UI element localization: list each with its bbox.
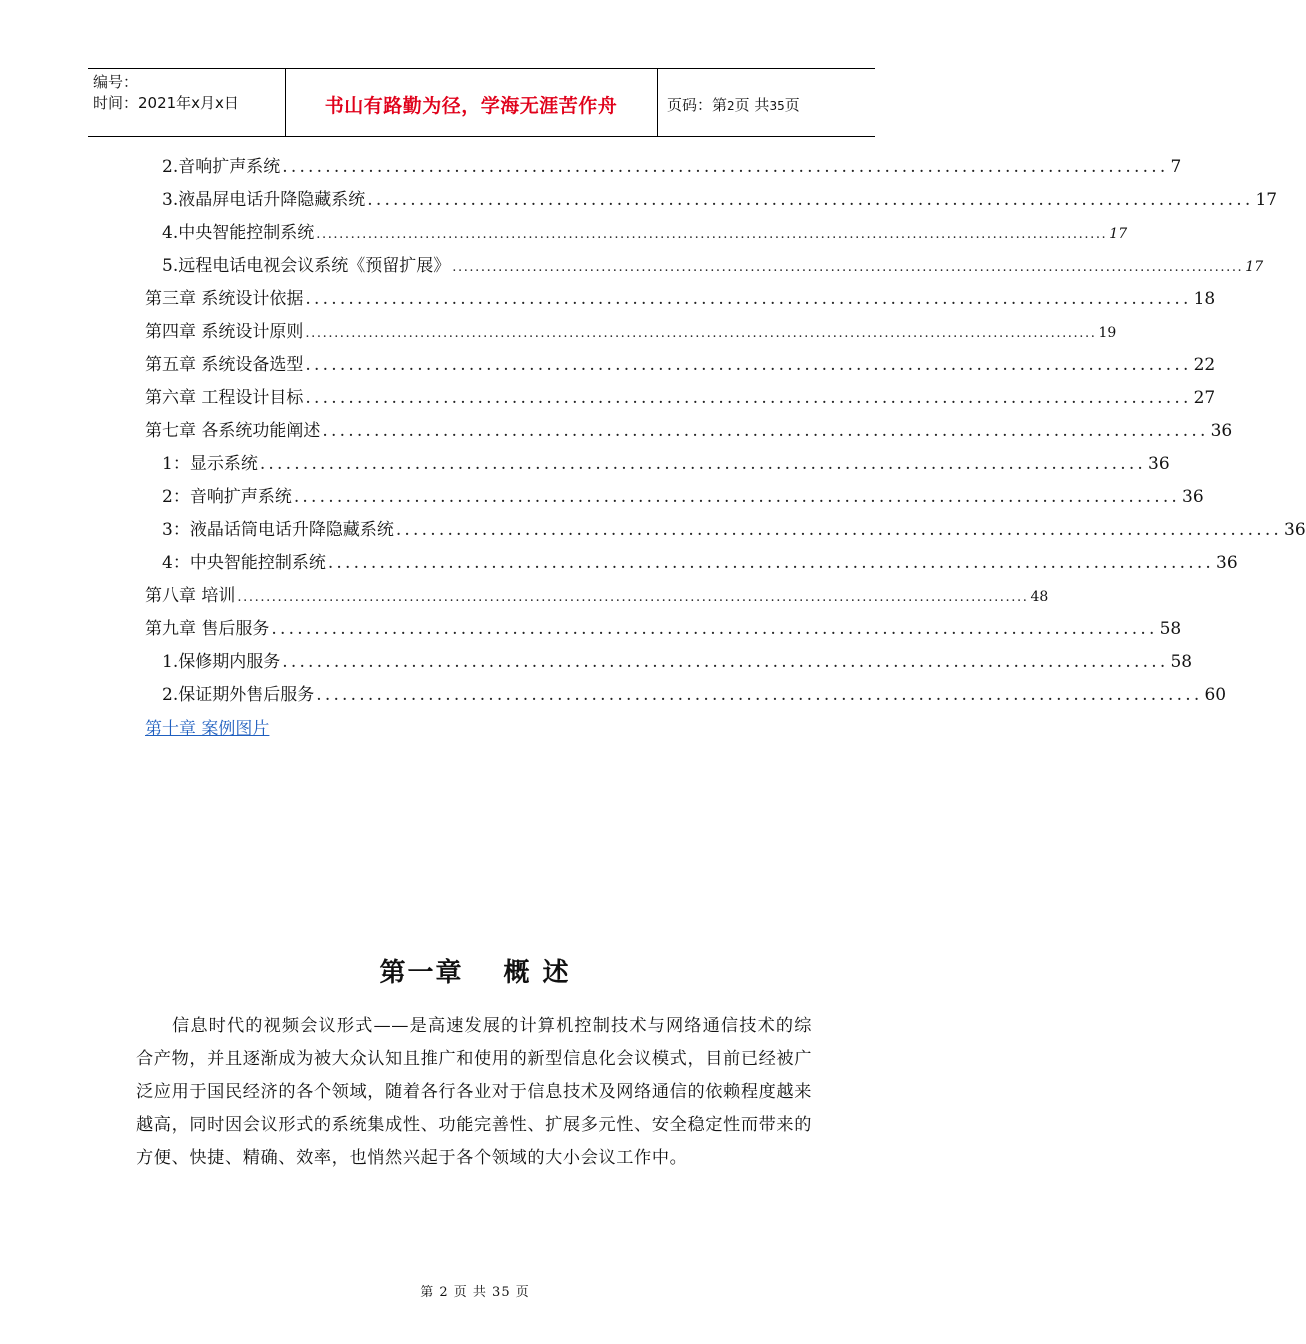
toc-leader-dots: .......................................................................................................: [367, 190, 1254, 210]
toc-entry[interactable]: [145, 614, 1182, 644]
toc-entry-page: 18: [1193, 289, 1216, 309]
page-total: 35: [769, 99, 785, 113]
toc-leader-dots: ..........................................................................................................................................: [316, 227, 1108, 242]
toc-leader-dots: .......................................................................................................: [282, 157, 1169, 177]
toc-entry-title: 2：音响扩声系统: [162, 487, 292, 507]
toc-entry-page: 7: [1170, 157, 1182, 177]
toc-entry[interactable]: [162, 449, 1170, 479]
toc-entry-title: 第五章 系统设备选型: [145, 355, 304, 375]
toc-entry[interactable]: [145, 416, 1233, 446]
header-page-number: [667, 94, 800, 115]
chapter-title: 概 述: [503, 958, 571, 988]
toc-entry-page: 27: [1193, 388, 1216, 408]
toc-entry-page: 36: [1210, 421, 1233, 441]
toc-entry[interactable]: [162, 515, 1306, 545]
toc-entry-title: 2.保证期外售后服务: [162, 685, 315, 705]
toc-entry-title: 第三章 系统设计依据: [145, 289, 304, 309]
toc-leader-dots: ..........................................................................................................................................: [237, 590, 1029, 605]
toc-entry-page: 58: [1159, 619, 1182, 639]
header-page-cell: [659, 69, 875, 136]
toc-entry-title: 3.液晶屏电话升降隐藏系统: [162, 190, 366, 210]
toc-entry-page: 36: [1148, 454, 1170, 474]
toc-leader-dots: .......................................................................................................: [305, 355, 1192, 375]
toc-entry-page: 48: [1030, 589, 1049, 605]
page-current: 2: [727, 99, 735, 113]
toc-leader-dots: .......................................................................................................: [305, 289, 1192, 309]
toc-link-chapter-10[interactable]: 第十章 案例图片: [145, 719, 270, 739]
toc-leader-dots: .......................................................................................................: [395, 520, 1283, 540]
toc-entry-page: 17: [1255, 190, 1278, 210]
toc-entry-page: 19: [1098, 325, 1117, 341]
toc-entry[interactable]: [162, 482, 1204, 512]
page-end-label: 页: [784, 96, 800, 114]
toc-entry-page: 60: [1204, 685, 1227, 705]
toc-leader-dots: .......................................................................................................: [259, 454, 1147, 474]
page-footer: 第 2 页 共 35 页: [420, 1285, 530, 1300]
page-header: [88, 68, 875, 137]
toc-entry-page: 22: [1193, 355, 1216, 375]
toc-entry-title: 第六章 工程设计目标: [145, 388, 304, 408]
toc-entry[interactable]: [162, 548, 1238, 578]
toc-entry[interactable]: [145, 581, 1049, 611]
toc-entry[interactable]: [145, 383, 1216, 413]
toc-leader-dots: .......................................................................................................: [293, 487, 1181, 507]
toc-entry-page: 36: [1216, 553, 1238, 573]
toc-entry[interactable]: [162, 185, 1278, 215]
chapter-number: 第一章: [379, 958, 464, 988]
toc-entry[interactable]: [145, 284, 1216, 314]
toc-entry-title: 1：显示系统: [162, 454, 258, 474]
toc-entry[interactable]: [162, 680, 1227, 710]
toc-entry-title: 第七章 各系统功能阐述: [145, 421, 321, 441]
header-meta-cell: [88, 69, 286, 136]
toc-entry[interactable]: [162, 218, 1128, 248]
toc-entry[interactable]: [162, 152, 1182, 182]
toc-entry[interactable]: [162, 647, 1193, 677]
toc-entry[interactable]: [162, 251, 1264, 281]
toc-entry-title: 第八章 培训: [145, 586, 236, 606]
chapter-heading: [0, 952, 950, 989]
toc-entry-title: 3：液晶话筒电话升降隐藏系统: [162, 520, 394, 540]
toc-entry-title: 4.中央智能控制系统: [162, 223, 315, 243]
document-time-label: 时间：2021年x月x日: [93, 94, 239, 112]
toc-leader-dots: .......................................................................................................: [327, 553, 1215, 573]
toc-entry-title: 第九章 售后服务: [145, 619, 270, 639]
toc-leader-dots: ..........................................................................................................................................: [305, 326, 1097, 341]
toc-leader-dots: ..........................................................................................................................................: [452, 260, 1244, 275]
page-mid-label: 页 共: [734, 96, 770, 114]
toc-entry-page: 36: [1182, 487, 1204, 507]
toc-entry-page: 17: [1109, 226, 1128, 242]
toc-entry-title: 4：中央智能控制系统: [162, 553, 326, 573]
toc-entry-title: 第四章 系统设计原则: [145, 322, 304, 342]
toc-leader-dots: .......................................................................................................: [282, 652, 1169, 672]
toc-entry[interactable]: [145, 350, 1216, 380]
header-slogan-cell: [285, 69, 658, 136]
toc-leader-dots: .......................................................................................................: [316, 685, 1203, 705]
toc-leader-dots: .......................................................................................................: [305, 388, 1192, 408]
toc-entry-title: 5.远程电话电视会议系统《预留扩展》: [162, 256, 451, 276]
toc-entry-title: 2.音响扩声系统: [162, 157, 281, 177]
toc-entry-page: 58: [1170, 652, 1193, 672]
header-slogan: 书山有路勤为径，学海无涯苦作舟: [324, 95, 618, 117]
toc-leader-dots: .......................................................................................................: [271, 619, 1158, 639]
toc-entry-title: 1.保修期内服务: [162, 652, 281, 672]
intro-paragraph: 信息时代的视频会议形式——是高速发展的计算机控制技术与网络通信技术的综合产物，并且逐渐成为被大众认知且推广和使用的新型信息化会议模式，目前已经被广泛应用于国民经济的各个领域，随着各行各业对于信息技术及网络通信的依赖程度越来越高，同时因会议形式的系统集成性、功能完善性、扩展多元性、安全稳定性而带来的方便、快捷、精确、效率，也悄然兴起于各个领域的大小会议工作中。: [136, 1016, 812, 1168]
document-code-label: 编号：: [93, 73, 139, 91]
toc-leader-dots: .......................................................................................................: [322, 421, 1209, 441]
page-label: 页码：第: [667, 96, 728, 114]
toc-entry-page: 36: [1284, 520, 1306, 540]
toc-entry[interactable]: [145, 317, 1117, 347]
toc-entry-page: 17: [1245, 259, 1264, 275]
